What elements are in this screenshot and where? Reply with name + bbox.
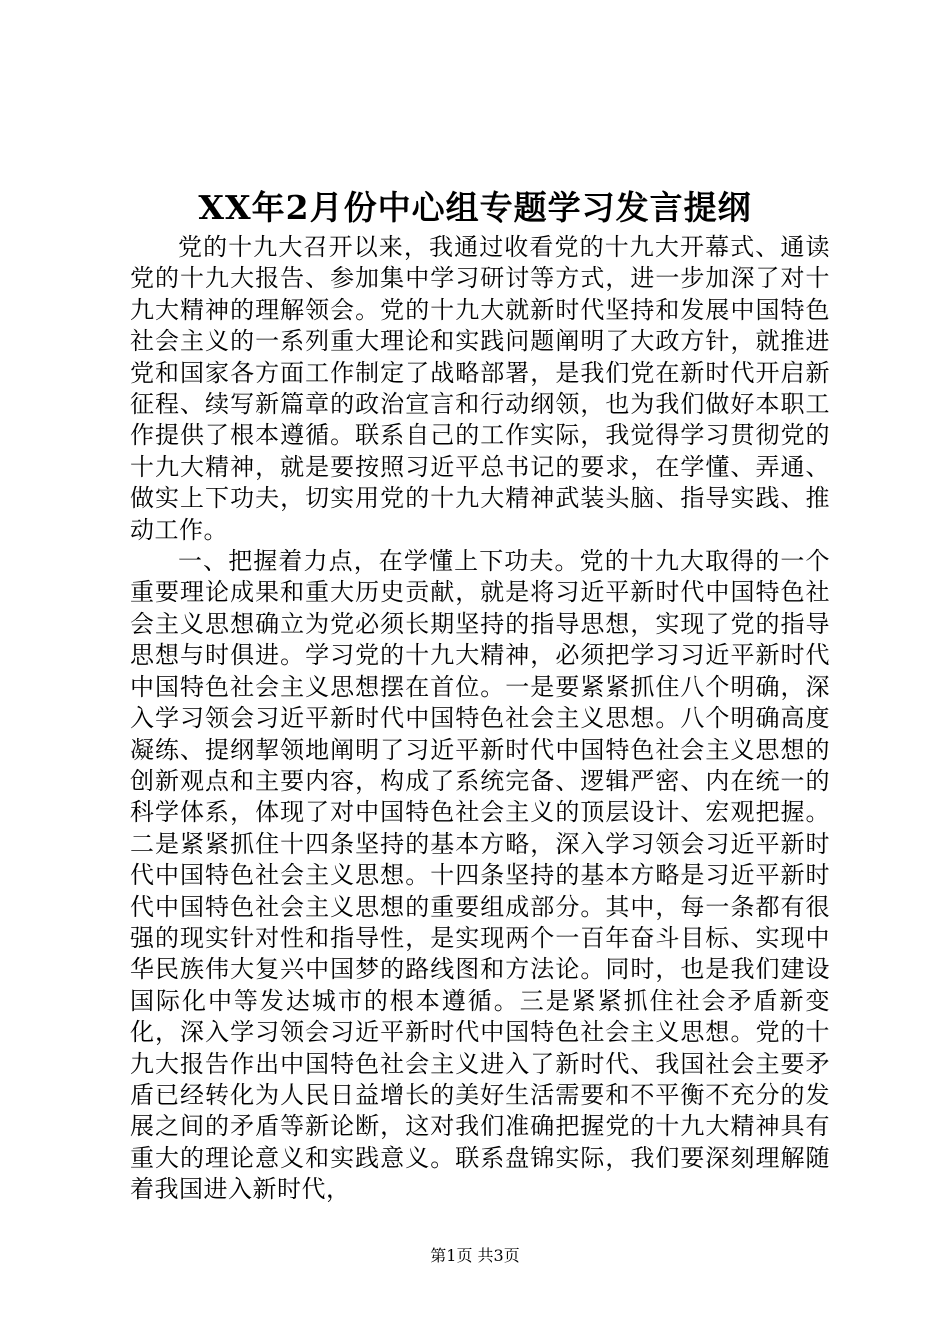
paragraph-intro: 党的十九大召开以来，我通过收看党的十九大开幕式、通读党的十九大报告、参加集中学习研讨等方式，进一步加深了对十九大精神的理解领会。党的十九大就新时代坚持和发展中国特色社会主义的一系列重大理论和实践问题阐明了大政方针，就推进党和国家各方面工作制定了战略部署，是我们党在新时代开启新征程、续写新篇章的政治宣言和行动纲领，也为我们做好本职工作提供了根本遵循。联系自己的工作实际，我觉得学习贯彻党的十九大精神，就是要按照习近平总书记的要求，在学懂、弄通、做实上下功夫，切实用党的十九大精神武装头脑、指导实践、推动工作。 bbox=[130, 233, 830, 544]
document-body bbox=[130, 232, 830, 1206]
document-title: XX年2月份中心组专题学习发言提纲 bbox=[198, 188, 752, 227]
page-number-footer: 第1页 共3页 bbox=[430, 1246, 520, 1265]
paragraph-section-one: 一、把握着力点，在学懂上下功夫。党的十九大取得的一个重要理论成果和重大历史贡献，就是将习近平新时代中国特色社会主义思想确立为党必须长期坚持的指导思想，实现了党的指导思想与时俱进。学习党的十九大精神，必须把学习习近平新时代中国特色社会主义思想摆在首位。一是要紧紧抓住八个明确，深入学习领会习近平新时代中国特色社会主义思想。八个明确高度凝练、提纲挈领地阐明了习近平新时代中国特色社会主义思想的创新观点和主要内容，构成了系统完备、逻辑严密、内在统一的科学体系，体现了对中国特色社会主义的顶层设计、宏观把握。二是紧紧抓住十四条坚持的基本方略，深入学习领会习近平新时代中国特色社会主义思想。十四条坚持的基本方略是习近平新时代中国特色社会主义思想的重要组成部分。其中，每一条都有很强的现实针对性和指导性，是实现两个一百年奋斗目标、实现中华民族伟大复兴中国梦的路线图和方法论。同时，也是我们建设国际化中等发达城市的根本遵循。三是紧紧抓住社会矛盾新变化，深入学习领会习近平新时代中国特色社会主义思想。党的十九大报告作出中国特色社会主义进入了新时代、我国社会主要矛盾已经转化为人民日益增长的美好生活需要和不平衡不充分的发展之间的矛盾等新论断，这对我们准确把握党的十九大精神具有重大的理论意义和实践意义。联系盘锦实际，我们要深刻理解随着我国进入新时代， bbox=[130, 547, 830, 1204]
